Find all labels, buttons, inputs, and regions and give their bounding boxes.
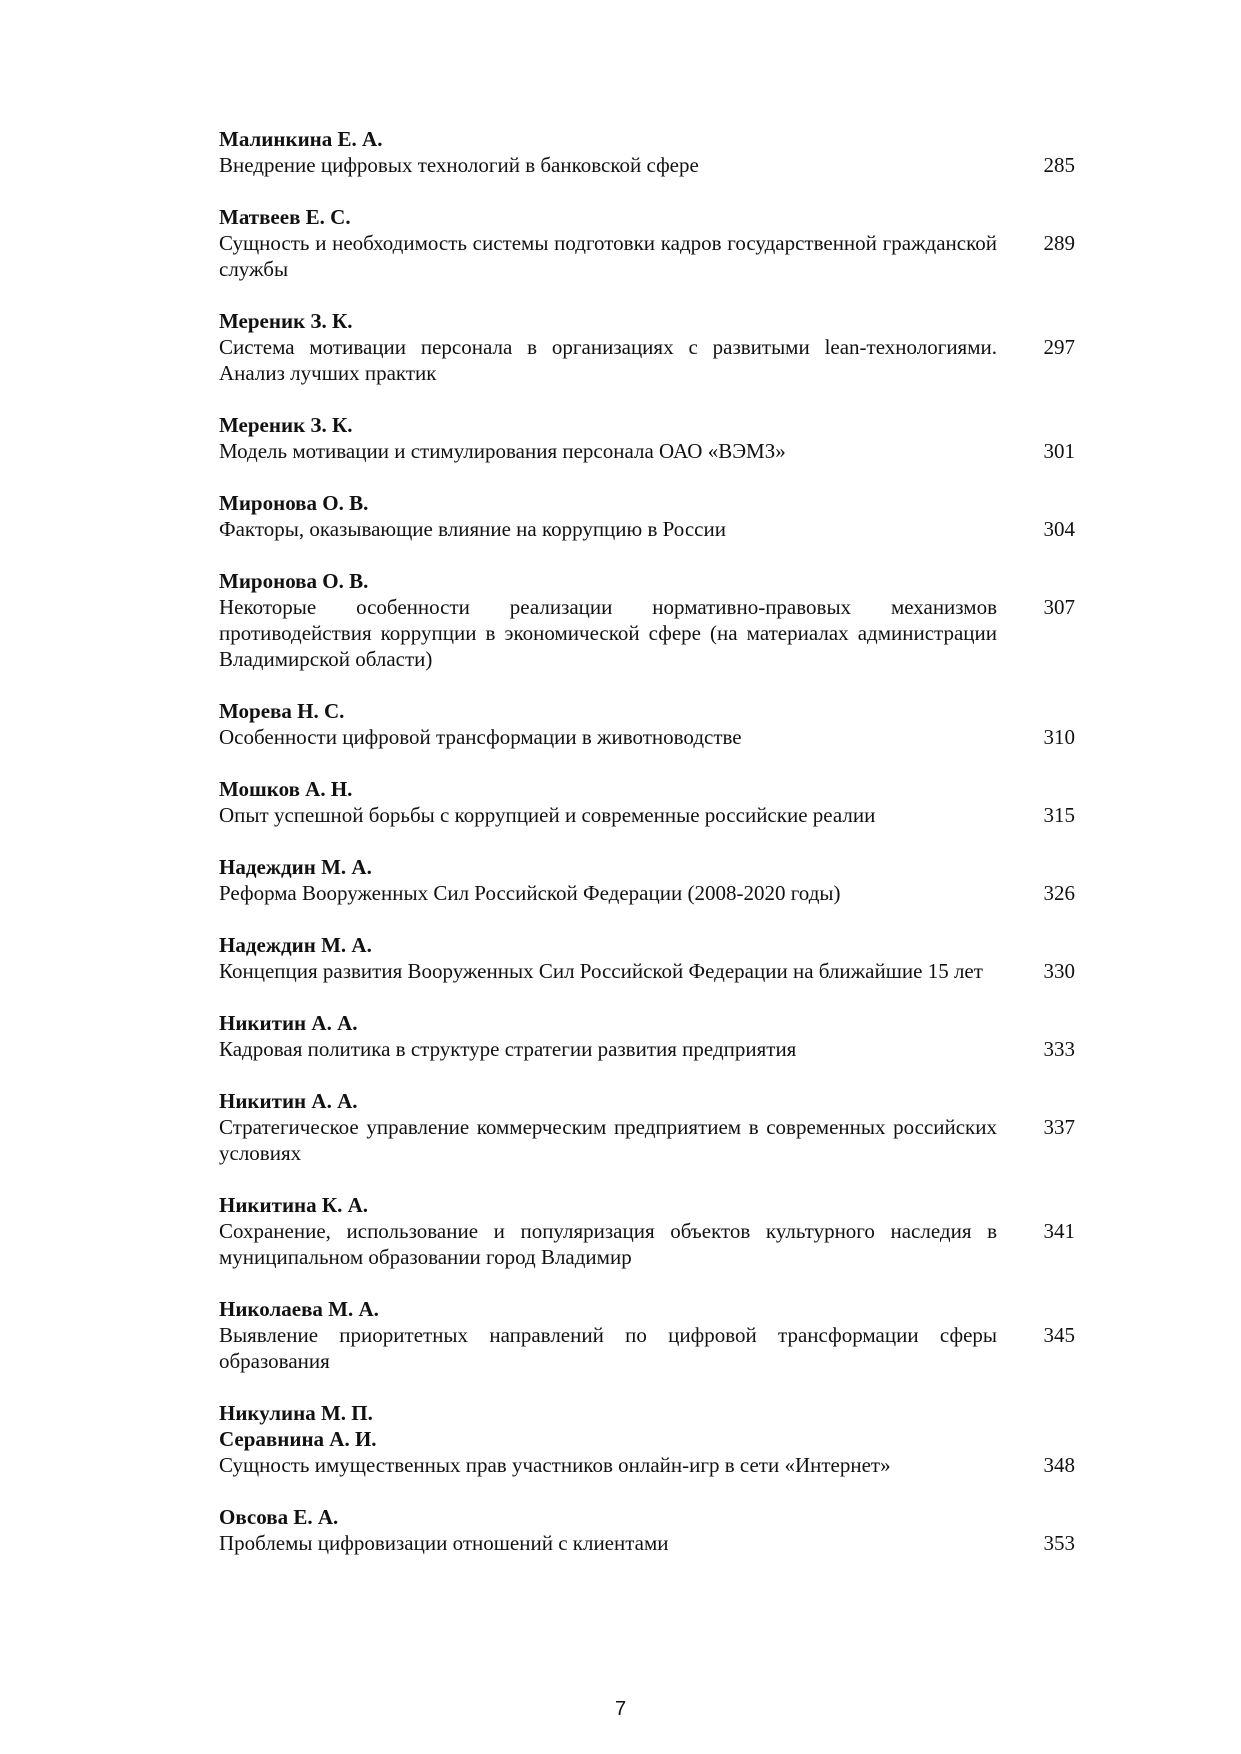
toc-entry (219, 308, 1075, 386)
toc-entry (219, 490, 1075, 542)
toc-entry (219, 1504, 1075, 1556)
entry-author: Никулина М. П. (219, 1401, 373, 1425)
entry-title: Кадровая политика в структуре стратегии развития предприятия (219, 1037, 797, 1061)
entry-title: Проблемы цифровизации отношений с клиентами (219, 1531, 669, 1555)
toc-entry (219, 204, 1075, 282)
toc-entry (219, 1400, 1075, 1478)
toc-entry (219, 1010, 1075, 1062)
entry-author: Николаева М. А. (219, 1297, 379, 1321)
entry-title: Некоторые особенности реализации нормативно-правовых механизмов противодействия коррупции в экономической сфере (на материалах администрации Владимирской области) (219, 595, 997, 671)
entry-page-number: 337 (1043, 1115, 1075, 1139)
entry-author: Матвеев Е. С. (219, 205, 351, 229)
entry-title: Концепция развития Вооруженных Сил Российской Федерации на ближайшие 15 лет (219, 959, 983, 983)
entry-page-number: 310 (1043, 725, 1075, 749)
entry-author: Мошков А. Н. (219, 777, 353, 801)
entry-page-number: 353 (1043, 1531, 1075, 1555)
entry-author: Серавнина А. И. (219, 1427, 377, 1451)
entry-title-row (219, 438, 1075, 464)
entry-author: Никитина К. А. (219, 1193, 369, 1217)
entry-page-number: 345 (1043, 1323, 1075, 1347)
entry-title: Факторы, оказывающие влияние на коррупцию в России (219, 517, 726, 541)
entry-title-row (219, 1114, 1075, 1166)
entry-title: Сохранение, использование и популяризация объектов культурного наследия в муниципальном образовании город Владимир (219, 1219, 997, 1269)
entry-title: Внедрение цифровых технологий в банковской сфере (219, 153, 699, 177)
entry-title-row (219, 958, 1075, 984)
entry-author: Мереник З. К. (219, 413, 353, 437)
toc-entry (219, 1088, 1075, 1166)
entry-title: Система мотивации персонала в организациях с развитыми lean-технологиями. Анализ лучших практик (219, 335, 997, 385)
entry-author: Миронова О. В. (219, 491, 369, 515)
entry-title: Сущность имущественных прав участников онлайн-игр в сети «Интернет» (219, 1453, 891, 1477)
entry-title-row (219, 516, 1075, 542)
toc-entry (219, 126, 1075, 178)
toc-entry (219, 854, 1075, 906)
entry-title-row (219, 1452, 1075, 1478)
entry-page-number: 289 (1043, 231, 1075, 255)
page-number-footer: 7 (614, 1698, 627, 1720)
entry-page-number: 348 (1043, 1453, 1075, 1477)
entry-title-row (219, 880, 1075, 906)
entry-page-number: 307 (1043, 595, 1075, 619)
entry-page-number: 333 (1043, 1037, 1075, 1061)
entry-title-row (219, 1322, 1075, 1374)
entry-author: Мереник З. К. (219, 309, 353, 333)
entry-page-number: 304 (1043, 517, 1075, 541)
toc-entry (219, 698, 1075, 750)
toc-entry (219, 1192, 1075, 1270)
entry-author: Миронова О. В. (219, 569, 369, 593)
toc-entry (219, 776, 1075, 828)
entry-author: Никитин А. А. (219, 1011, 358, 1035)
entry-title: Модель мотивации и стимулирования персонала ОАО «ВЭМЗ» (219, 439, 786, 463)
entry-page-number: 315 (1043, 803, 1075, 827)
entry-title-row (219, 1036, 1075, 1062)
entry-title-row (219, 594, 1075, 672)
entry-title: Реформа Вооруженных Сил Российской Федерации (2008-2020 годы) (219, 881, 841, 905)
entry-title: Стратегическое управление коммерческим предприятием в современных российских условиях (219, 1115, 997, 1165)
entry-title: Выявление приоритетных направлений по цифровой трансформации сферы образования (219, 1323, 997, 1373)
entry-page-number: 341 (1043, 1219, 1075, 1243)
toc-entry (219, 412, 1075, 464)
entry-author: Овсова Е. А. (219, 1505, 339, 1529)
entry-page-number: 297 (1043, 335, 1075, 359)
entry-page-number: 330 (1043, 959, 1075, 983)
entry-author: Никитин А. А. (219, 1089, 358, 1113)
entry-title-row (219, 334, 1075, 386)
entry-author: Малинкина Е. А. (219, 127, 383, 151)
entry-page-number: 301 (1043, 439, 1075, 463)
entry-page-number: 326 (1043, 881, 1075, 905)
entry-title-row (219, 1530, 1075, 1556)
entry-title-row (219, 230, 1075, 282)
table-of-contents (219, 126, 1075, 1582)
entry-author: Морева Н. С. (219, 699, 345, 723)
toc-entry (219, 932, 1075, 984)
entry-title: Опыт успешной борьбы с коррупцией и современные российские реалии (219, 803, 876, 827)
entry-page-number: 285 (1043, 153, 1075, 177)
entry-author: Надеждин М. А. (219, 855, 372, 879)
entry-title: Особенности цифровой трансформации в животноводстве (219, 725, 742, 749)
entry-title-row (219, 802, 1075, 828)
toc-entry (219, 1296, 1075, 1374)
entry-author: Надеждин М. А. (219, 933, 372, 957)
entry-title: Сущность и необходимость системы подготовки кадров государственной гражданской службы (219, 231, 997, 281)
entry-title-row (219, 724, 1075, 750)
entry-title-row (219, 152, 1075, 178)
toc-entry (219, 568, 1075, 672)
entry-title-row (219, 1218, 1075, 1270)
